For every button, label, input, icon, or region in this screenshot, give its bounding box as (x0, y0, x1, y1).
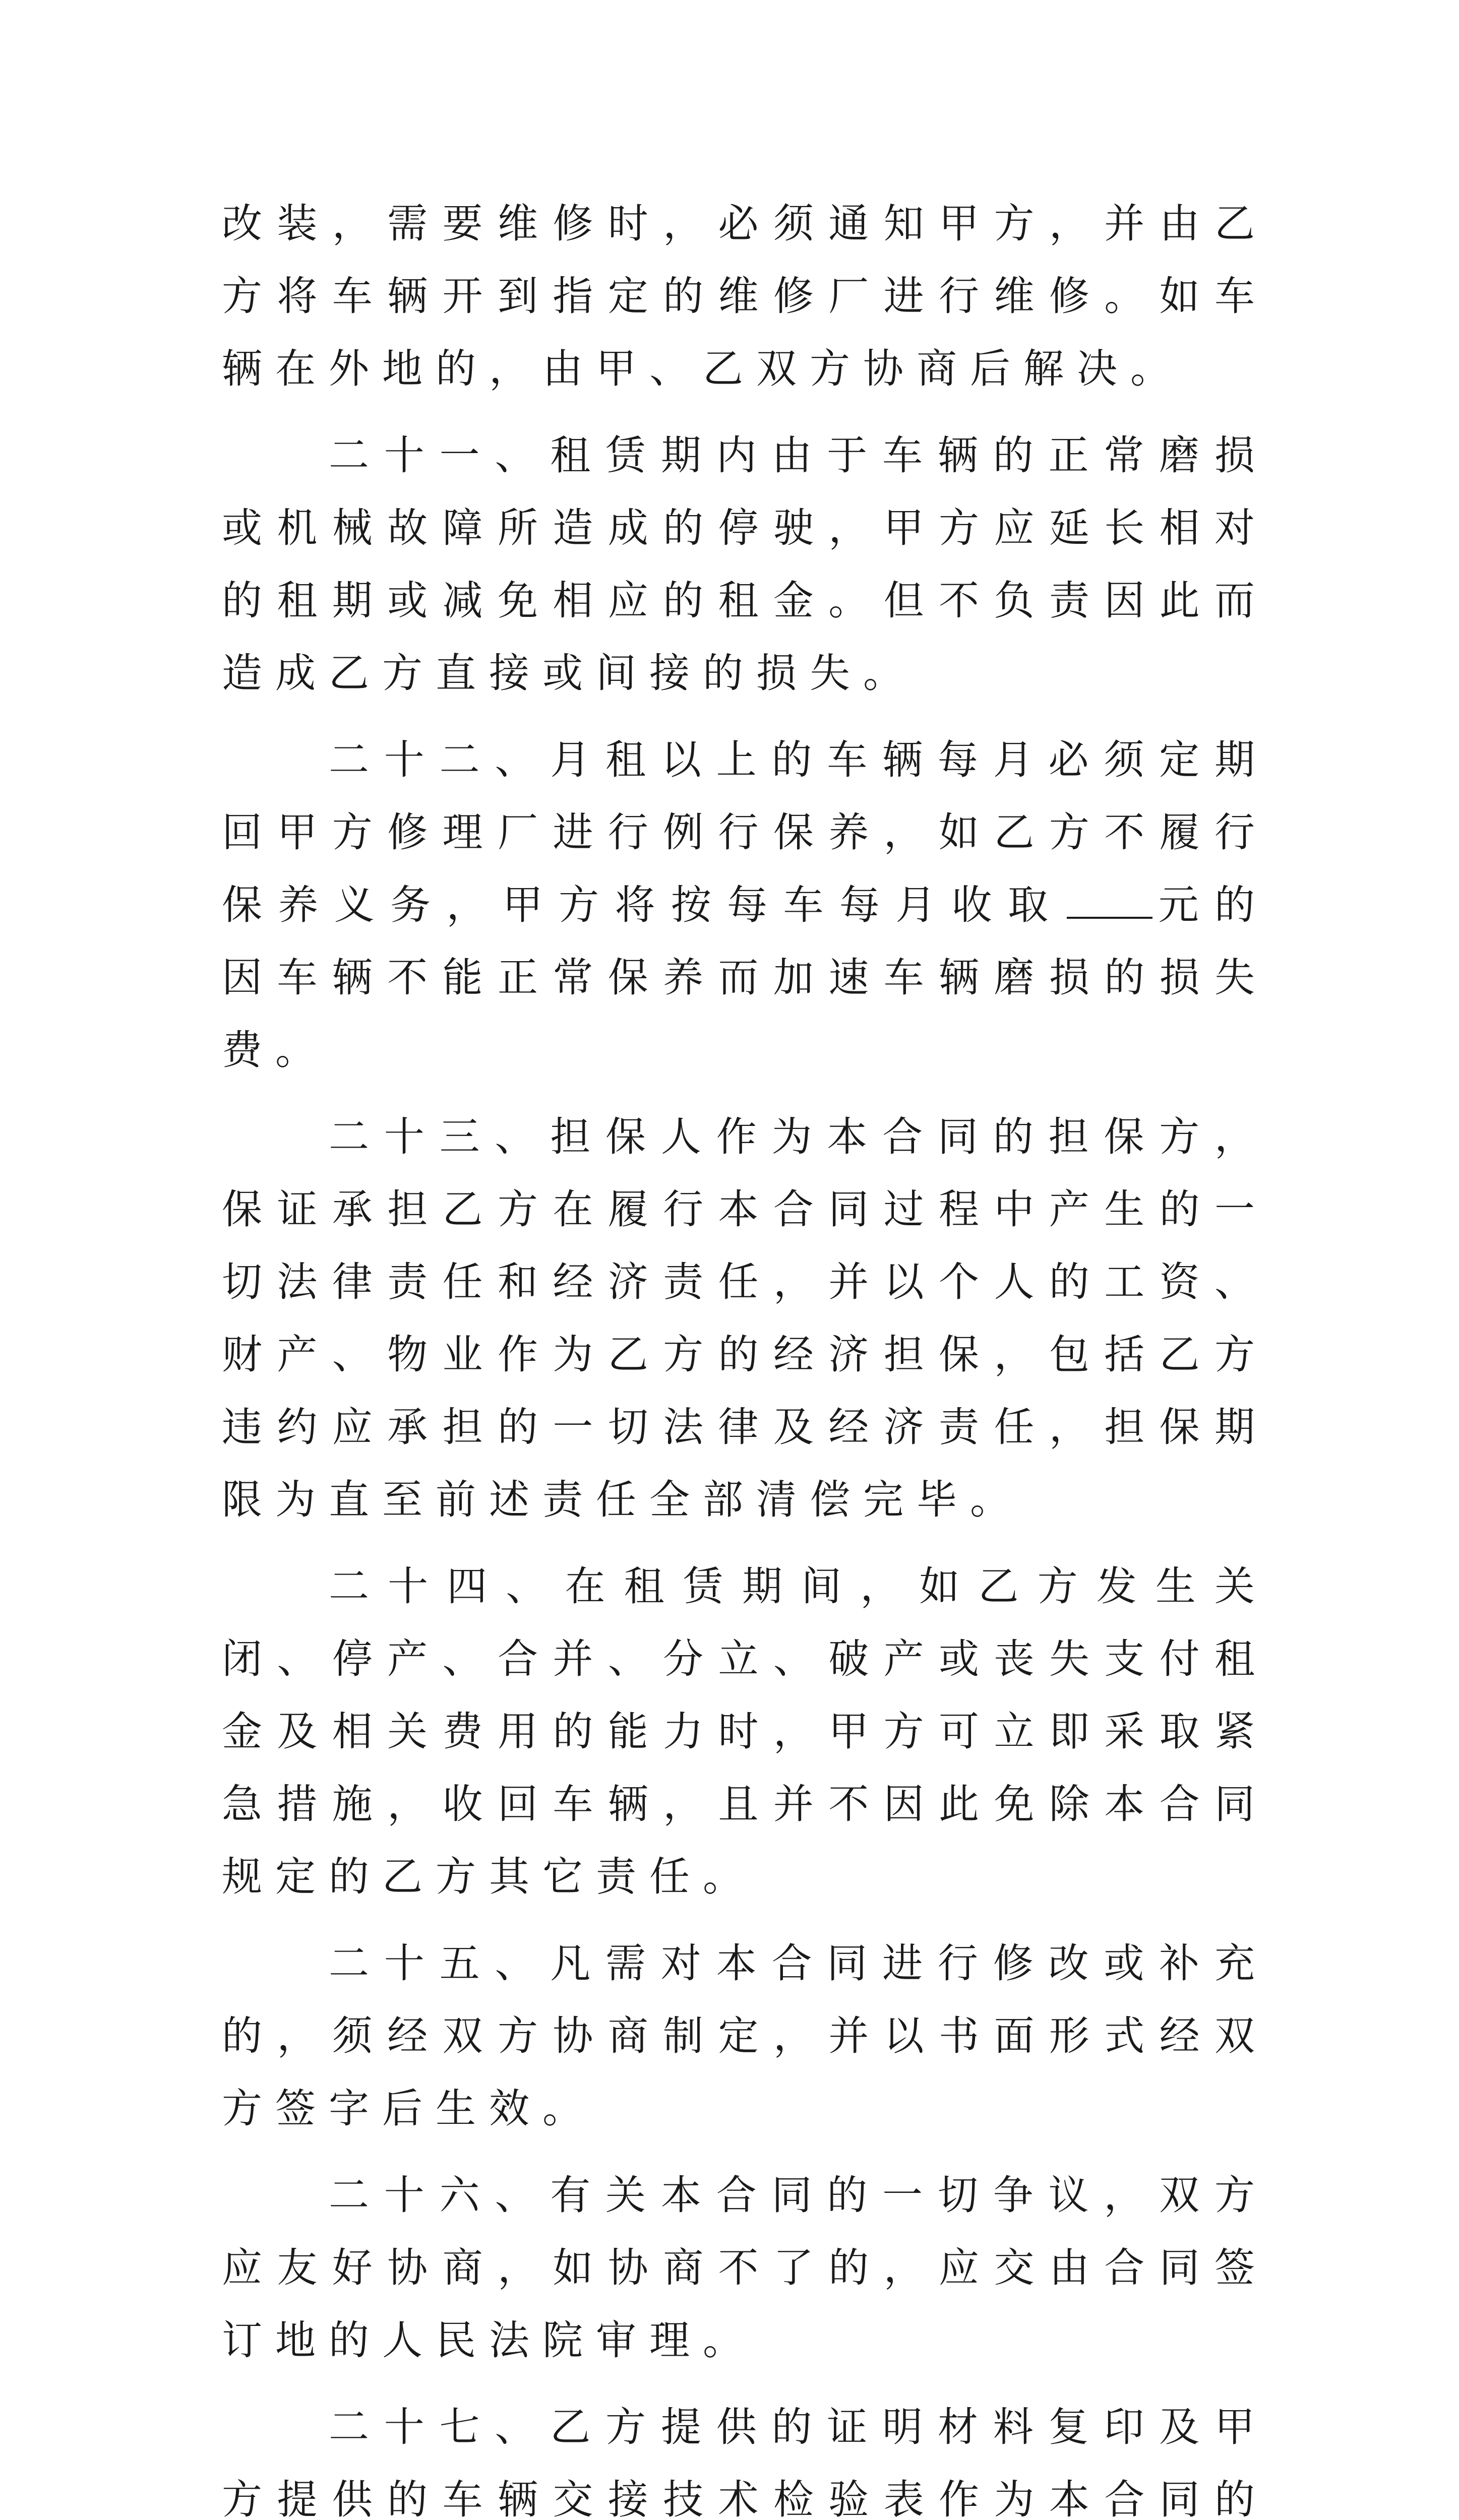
paragraph-continuation: 改装，需要维修时，必须通知甲方，并由乙方将车辆开到指定的维修厂进行维修。如车辆在外地的，由甲、乙双方协商后解决。 (222, 200, 1268, 392)
clause-23: 二十三、担保人作为本合同的担保方，保证承担乙方在履行本合同过程中产生的一切法律责任和经济责任，并以个人的工资、财产、物业作为乙方的经济担保，包括乙方违约应承担的一切法律及经济责任，担保期限为直至前述责任全部清偿完毕。 (222, 1113, 1268, 1523)
clause-25: 二十五、凡需对本合同进行修改或补充的，须经双方协商制定，并以书面形式经双方签字后生效。 (222, 1940, 1268, 2132)
clause-24: 二十四、在租赁期间，如乙方发生关闭、停产、合并、分立、破产或丧失支付租金及相关费用的能力时，甲方可立即采取紧急措施，收回车辆，且并不因此免除本合同规定的乙方其它责任。 (222, 1563, 1268, 1900)
clause-21: 二十一、租赁期内由于车辆的正常磨损或机械故障所造成的停驶，甲方应延长相对的租期或减免相应的租金。但不负责因此而造成乙方直接或间接的损失。 (222, 432, 1268, 697)
document-body (222, 187, 1268, 2520)
clause-22-text-after: 元的因车辆不能正常保养而加速车辆磨损的损失费。 (222, 881, 1268, 1074)
clause-22-text-before: 二十二、月租以上的车辆每月必须定期回甲方修理厂进行例行保养，如乙方不履行保养义务，甲方将按每车每月收取 (222, 736, 1268, 928)
clause-26: 二十六、有关本合同的一切争议，双方应友好协商，如协商不了的，应交由合同签订地的人民法院审理。 (222, 2172, 1268, 2364)
clause-22 (222, 724, 1268, 1087)
clause-27: 二十七、乙方提供的证明材料复印及甲方提供的车辆交接技术检验表作为本合同的 (222, 2404, 1268, 2520)
fill-in-blank (1067, 912, 1152, 919)
